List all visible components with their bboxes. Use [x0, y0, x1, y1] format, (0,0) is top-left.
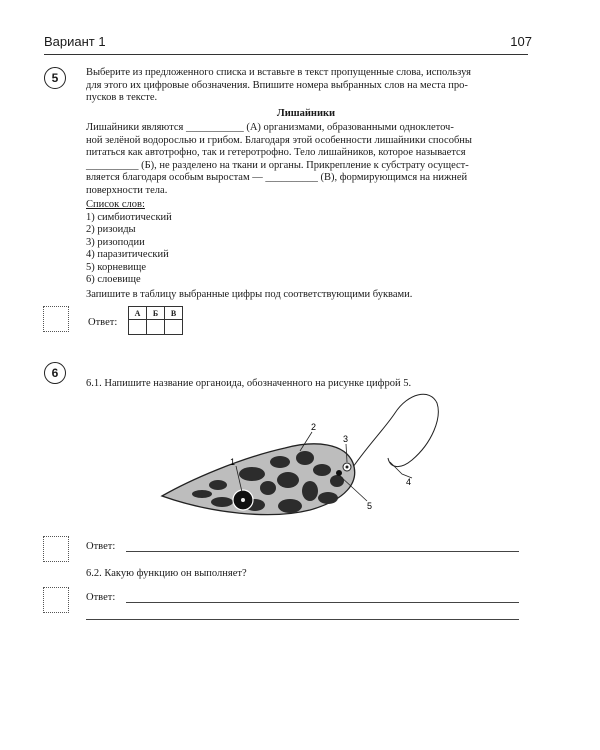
- q5-instruction: [86, 67, 526, 105]
- euglena-figure: [150, 388, 450, 533]
- q6-2-text: 6.2. Какую функцию он выполняет?: [86, 568, 247, 579]
- flagellum: [353, 394, 438, 467]
- score-box-q5[interactable]: [43, 306, 69, 332]
- q5-table-instruction: Запишите в таблицу выбранные цифры под соответствующими буквами.: [86, 289, 413, 300]
- answer-cell-b[interactable]: [147, 320, 165, 335]
- q6-2-answer-line[interactable]: [126, 602, 519, 603]
- q5-text-line: Лишайники являются ___________ (А) организмами, образованными одноклеточ-: [86, 122, 454, 133]
- q5-text-line: ной зелёной водорослью и грибом. Благодаря этой особенности лишайники способны: [86, 134, 472, 146]
- leader-line-4: [390, 462, 412, 478]
- word-list-item: 2) ризоиды: [86, 224, 136, 235]
- q5-text-line: питаться как автотрофно, так и гетеротрофно. Тело лишайников, которое называется: [86, 147, 466, 158]
- q5-instruction-line: пусков в тексте.: [86, 92, 158, 103]
- answer-cell-c[interactable]: [165, 320, 183, 335]
- word-list-item: 3) ризоподии: [86, 236, 145, 248]
- nucleolus: [241, 498, 245, 502]
- header-divider: [44, 54, 528, 55]
- word-list-item: 5) корневище: [86, 261, 147, 273]
- figure-label-5: 5: [367, 501, 373, 511]
- word-list-item: 1) симбиотический: [86, 211, 172, 223]
- answer-table-header: Б: [147, 307, 165, 320]
- q6-2-answer-label: Ответ:: [86, 592, 116, 603]
- figure-label-4: 4: [406, 477, 412, 487]
- q5-text: [86, 122, 526, 197]
- figure-label-2: 2: [311, 422, 317, 432]
- q5-text-line: вляется благодаря особым выростам — __________ (В), формирующимся на нижней: [86, 172, 468, 183]
- variant-label: Вариант 1: [44, 34, 106, 49]
- q5-instruction-line: для этого их цифровые обозначения. Впишите номера выбранных слов на места про-: [86, 79, 468, 91]
- score-box-q6-2[interactable]: [43, 587, 69, 613]
- word-list-item: 4) паразитический: [86, 249, 169, 260]
- word-list-item: 6) слоевище: [86, 274, 141, 285]
- answer-table-header: А: [129, 307, 147, 320]
- figure-label-1: 1: [230, 457, 236, 467]
- figure-label-3: 3: [343, 434, 349, 444]
- answer-table-header: В: [165, 307, 183, 320]
- q5-text-line: поверхности тела.: [86, 184, 168, 196]
- word-list: [86, 199, 386, 287]
- answer-table: [128, 306, 183, 335]
- q6-1-answer-line[interactable]: [126, 551, 519, 552]
- q6-1-answer-label: Ответ:: [86, 541, 116, 552]
- question-6-number: 6: [44, 362, 66, 384]
- score-box-q6-1[interactable]: [43, 536, 69, 562]
- q5-instruction-line: Выберите из предложенного списка и вставьте в текст пропущенные слова, используя: [86, 67, 471, 78]
- organoid-5: [336, 470, 342, 476]
- q5-text-line: __________ (Б), не разделено на ткани и органы. Прикрепление к субстрату осущест-: [86, 159, 469, 171]
- question-5-number: 5: [44, 67, 66, 89]
- q6-2-answer-line-extra[interactable]: [86, 619, 519, 620]
- page-number: 107: [510, 34, 532, 49]
- answer-cell-a[interactable]: [129, 320, 147, 335]
- word-list-title: Список слов:: [86, 199, 145, 210]
- q6-1-text: 6.1. Напишите название органоида, обозначенного на рисунке цифрой 5.: [86, 378, 412, 389]
- q5-text-title: Лишайники: [276, 108, 336, 119]
- q5-answer-label: Ответ:: [88, 317, 118, 328]
